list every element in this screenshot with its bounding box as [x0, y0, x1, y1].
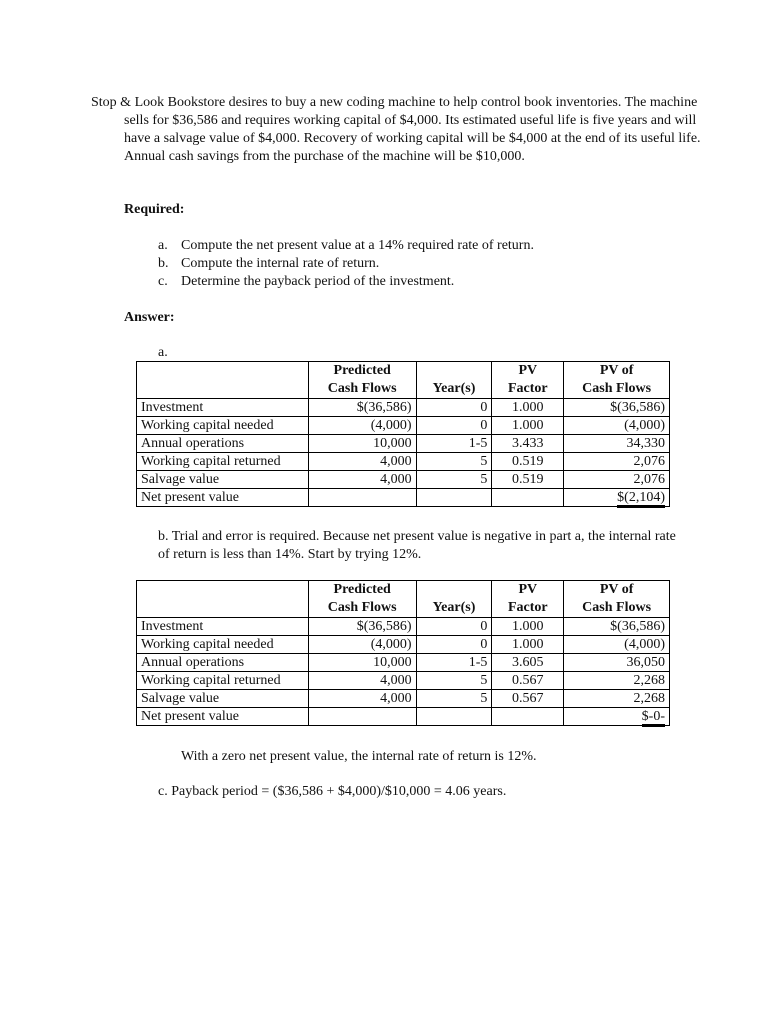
required-item-a — [158, 237, 534, 255]
npv-total-cell — [564, 708, 670, 726]
pv-factor-cell: 1.000 — [492, 417, 564, 435]
row-label: Working capital returned — [137, 453, 309, 471]
table-row — [137, 636, 670, 654]
npv-row — [137, 489, 670, 507]
table-row — [137, 618, 670, 636]
pv-factor-cell: 0.567 — [492, 672, 564, 690]
part-a-marker: a. — [158, 345, 168, 360]
pv-cell: 2,076 — [564, 471, 670, 489]
table-row — [137, 453, 670, 471]
row-label: Working capital needed — [137, 636, 309, 654]
npv-total-value: $-0- — [642, 709, 665, 727]
year-cell: 1-5 — [416, 654, 492, 672]
cash-flow-cell: 4,000 — [308, 453, 416, 471]
table-header-row — [137, 362, 670, 399]
row-label: Investment — [137, 618, 309, 636]
table-header-row — [137, 581, 670, 618]
row-label: Salvage value — [137, 471, 309, 489]
year-cell: 1-5 — [416, 435, 492, 453]
year-cell: 5 — [416, 471, 492, 489]
pv-factor-cell: 0.519 — [492, 471, 564, 489]
row-label: Investment — [137, 399, 309, 417]
pv-factor-cell: 1.000 — [492, 636, 564, 654]
required-item-c — [158, 273, 454, 291]
pv-factor-cell: 0.519 — [492, 453, 564, 471]
required-item-marker: b. — [158, 256, 169, 271]
year-cell: 0 — [416, 399, 492, 417]
answer-heading: Answer: — [124, 310, 175, 325]
pv-factor-cell: 1.000 — [492, 618, 564, 636]
header-pv-of-cash-flows: PV of Cash Flows — [564, 581, 670, 618]
required-item-marker: a. — [158, 238, 168, 253]
irr-conclusion: With a zero net present value, the internal rate of return is 12%. — [181, 749, 537, 764]
required-item-text: Determine the payback period of the investment. — [181, 274, 455, 289]
year-cell: 0 — [416, 636, 492, 654]
table-row — [137, 672, 670, 690]
table-row — [137, 417, 670, 435]
table-row — [137, 654, 670, 672]
npv-label: Net present value — [137, 708, 309, 726]
problem-statement: Stop & Look Bookstore desires to buy a new coding machine to help control book inventories. The machine sells for $36,586 and requires working capital of $4,000. Its estimated useful life is five years and will have a salvage value of $4,000. Recovery of working capital will be $4,000 at the end of its useful life. Annual cash savings from the purchase of the machine will be $10,000. — [91, 95, 701, 164]
pv-cell: 36,050 — [564, 654, 670, 672]
npv-table-14-percent — [136, 361, 670, 507]
required-item-text: Compute the internal rate of return. — [181, 256, 380, 271]
pv-factor-cell: 0.567 — [492, 690, 564, 708]
pv-factor-cell: 1.000 — [492, 399, 564, 417]
year-cell: 5 — [416, 690, 492, 708]
year-cell: 5 — [416, 672, 492, 690]
year-cell: 0 — [416, 417, 492, 435]
cash-flow-cell: (4,000) — [308, 636, 416, 654]
header-predicted-cash-flows: Predicted Cash Flows — [308, 581, 416, 618]
row-label: Working capital returned — [137, 672, 309, 690]
npv-total-value: $(2,104) — [617, 490, 665, 508]
header-years: Year(s) — [416, 581, 492, 618]
cash-flow-cell: (4,000) — [308, 417, 416, 435]
required-heading: Required: — [124, 202, 185, 217]
required-item-marker: c. — [158, 274, 168, 289]
pv-cell: (4,000) — [564, 636, 670, 654]
pv-cell: 34,330 — [564, 435, 670, 453]
cash-flow-cell: 4,000 — [308, 690, 416, 708]
table-row — [137, 690, 670, 708]
cash-flow-cell: 4,000 — [308, 672, 416, 690]
year-cell: 0 — [416, 618, 492, 636]
row-label: Annual operations — [137, 435, 309, 453]
pv-cell: 2,076 — [564, 453, 670, 471]
pv-factor-cell: 3.433 — [492, 435, 564, 453]
cash-flow-cell: 4,000 — [308, 471, 416, 489]
header-pv-factor: PV Factor — [492, 581, 564, 618]
pv-factor-cell: 3.605 — [492, 654, 564, 672]
header-predicted-cash-flows: Predicted Cash Flows — [308, 362, 416, 399]
table-row — [137, 435, 670, 453]
part-b-explanation: b. Trial and error is required. Because net present value is negative in part a, the internal rate of return is less than 14%. Start by trying 12%. — [158, 529, 676, 562]
cash-flow-cell: 10,000 — [308, 435, 416, 453]
row-label: Working capital needed — [137, 417, 309, 435]
pv-cell: $(36,586) — [564, 618, 670, 636]
required-item-text: Compute the net present value at a 14% required rate of return. — [181, 238, 534, 253]
cash-flow-cell: 10,000 — [308, 654, 416, 672]
header-pv-factor: PV Factor — [492, 362, 564, 399]
row-label: Annual operations — [137, 654, 309, 672]
year-cell: 5 — [416, 453, 492, 471]
pv-cell: $(36,586) — [564, 399, 670, 417]
header-blank — [137, 362, 309, 399]
table-row — [137, 399, 670, 417]
pv-cell: 2,268 — [564, 672, 670, 690]
npv-row — [137, 708, 670, 726]
required-item-b — [158, 255, 379, 273]
payback-period: c. Payback period = ($36,586 + $4,000)/$10,000 = 4.06 years. — [158, 784, 507, 799]
table-row — [137, 471, 670, 489]
header-pv-of-cash-flows: PV of Cash Flows — [564, 362, 670, 399]
cash-flow-cell: $(36,586) — [308, 399, 416, 417]
row-label: Salvage value — [137, 690, 309, 708]
header-blank — [137, 581, 309, 618]
npv-label: Net present value — [137, 489, 309, 507]
cash-flow-cell: $(36,586) — [308, 618, 416, 636]
pv-cell: 2,268 — [564, 690, 670, 708]
npv-table-12-percent — [136, 580, 670, 726]
npv-total-cell — [564, 489, 670, 507]
pv-cell: (4,000) — [564, 417, 670, 435]
header-years: Year(s) — [416, 362, 492, 399]
